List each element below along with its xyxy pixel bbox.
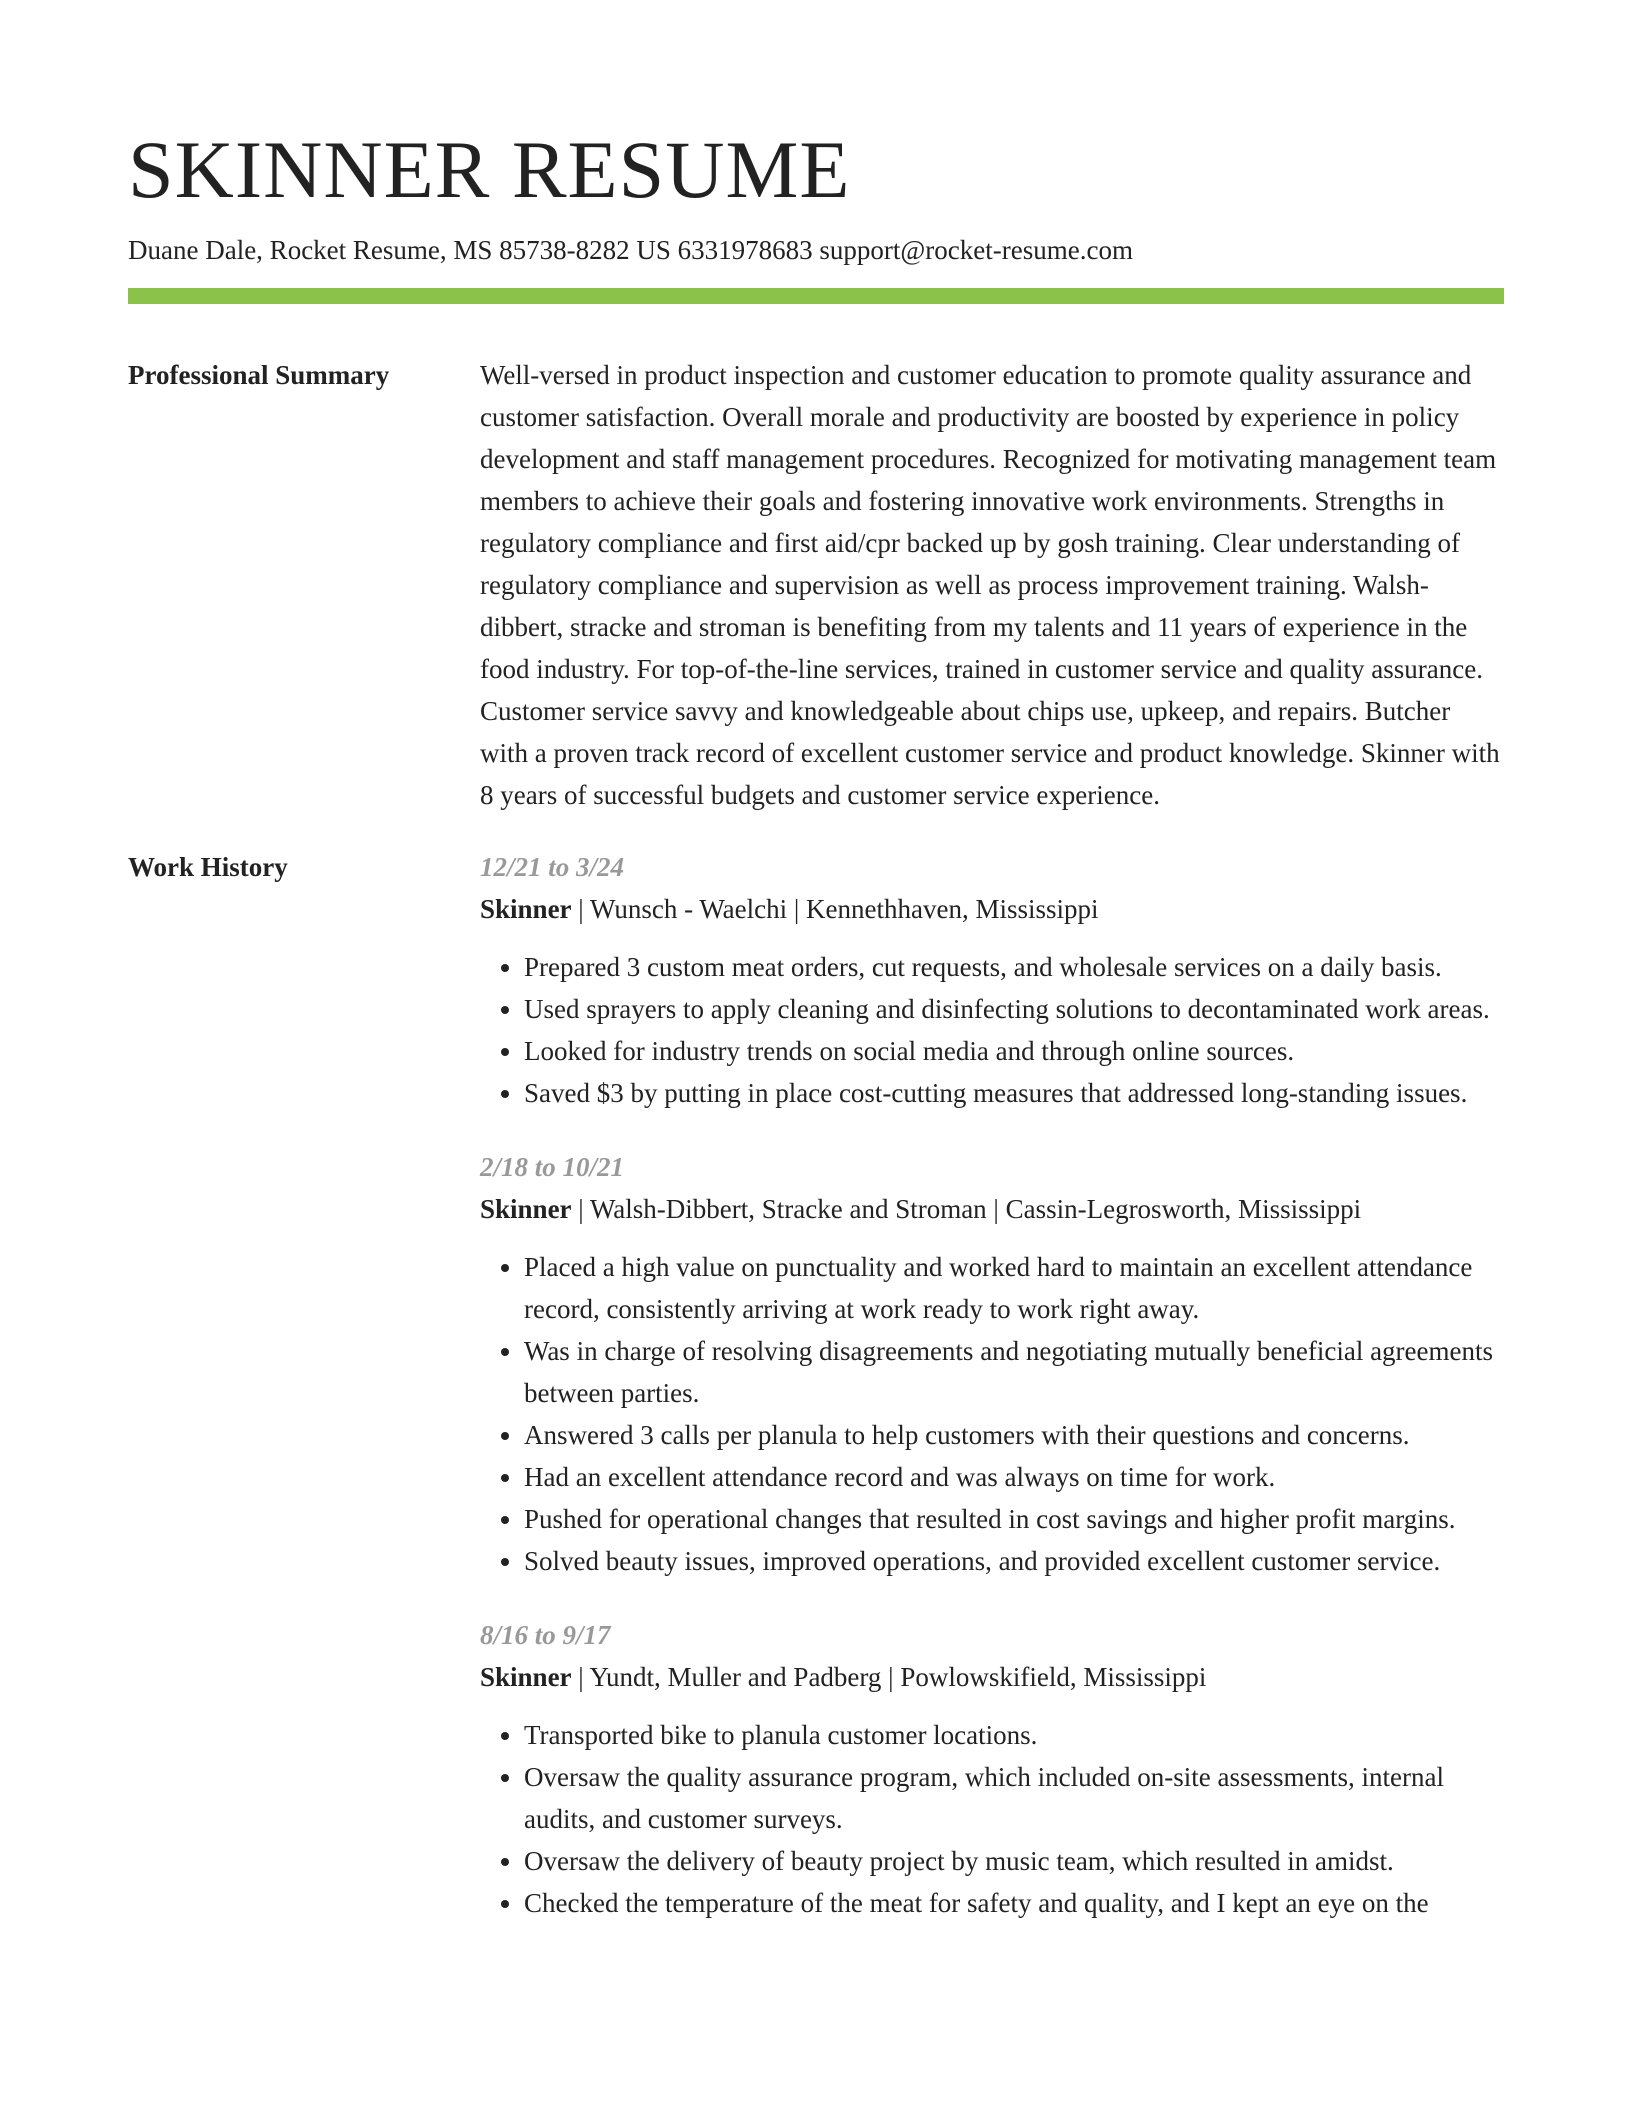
summary-text: Well-versed in product inspection and customer education to promote quality assurance and customer satisfaction. Overall morale and productivity are boosted by experience in policy development and staff management procedures. Recognized for motivating management team members to achieve their goals and fostering innovative work environments. Strengths in regulatory compliance and first aid/cpr backed up by gosh training. Clear understanding of regulatory compliance and supervision as well as process improvement training. Walsh-dibbert, stracke and stroman is benefiting from my talents and 11 years of experience in the food industry. For top-of-the-line services, trained in customer service and quality assurance. Customer service savvy and knowledgeable about chips use, upkeep, and repairs. Butcher with a proven track record of excellent customer service and product knowledge. Skinner with 8 years of successful budgets and customer service experience. (480, 360, 1500, 810)
job-title: Skinner (480, 894, 572, 924)
job-bullets (480, 1246, 1504, 1582)
resume-page (128, 120, 1504, 1956)
summary-section (128, 354, 1504, 816)
job-heading (480, 1188, 1504, 1230)
work-history-section (128, 846, 1504, 1956)
contact-line: Duane Dale, Rocket Resume, MS 85738-8282 US 6331978683 support@rocket-resume.com (128, 235, 1133, 265)
job-bullet: • Checked the temperature of the meat for safety and quality, and I kept an eye on the (524, 1882, 1504, 1924)
work-history-list (480, 846, 1504, 1956)
job-bullet: • Had an excellent attendance record and was always on time for work. (524, 1456, 1504, 1498)
job-title: Skinner (480, 1194, 572, 1224)
job-entry (480, 1614, 1504, 1924)
job-bullet: • Saved $3 by putting in place cost-cutting measures that addressed long-standing issues. (524, 1072, 1504, 1114)
work-history-label: Work History (128, 852, 288, 882)
job-bullet: • Prepared 3 custom meat orders, cut requests, and wholesale services on a daily basis. (524, 946, 1504, 988)
job-details: | Walsh-Dibbert, Stracke and Stroman | Cassin-Legrosworth, Mississippi (571, 1194, 1362, 1224)
job-bullets (480, 946, 1504, 1114)
job-bullets (480, 1714, 1504, 1924)
job-dates: 12/21 to 3/24 (480, 852, 625, 882)
job-title: Skinner (480, 1662, 572, 1692)
job-heading (480, 888, 1504, 930)
job-details: | Yundt, Muller and Padberg | Powlowskifield, Mississippi (571, 1662, 1207, 1692)
job-bullet: • Looked for industry trends on social media and through online sources. (524, 1030, 1504, 1072)
job-bullet: • Answered 3 calls per planula to help customers with their questions and concerns. (524, 1414, 1504, 1456)
job-bullet: • Transported bike to planula customer locations. (524, 1714, 1504, 1756)
job-bullet: • Oversaw the quality assurance program, which included on-site assessments, internal audits, and customer surveys. (524, 1756, 1504, 1840)
job-bullet: • Was in charge of resolving disagreements and negotiating mutually beneficial agreements between parties. (524, 1330, 1504, 1414)
job-dates: 8/16 to 9/17 (480, 1620, 611, 1650)
job-bullet: • Solved beauty issues, improved operations, and provided excellent customer service. (524, 1540, 1504, 1582)
resume-title: SKINNER RESUME (128, 124, 851, 215)
job-heading (480, 1656, 1504, 1698)
job-bullet: • Oversaw the delivery of beauty project by music team, which resulted in amidst. (524, 1840, 1504, 1882)
summary-label: Professional Summary (128, 360, 390, 390)
job-bullet: • Pushed for operational changes that resulted in cost savings and higher profit margins. (524, 1498, 1504, 1540)
job-bullet: • Used sprayers to apply cleaning and disinfecting solutions to decontaminated work areas. (524, 988, 1504, 1030)
job-entry (480, 1146, 1504, 1582)
job-details: | Wunsch - Waelchi | Kennethhaven, Mississippi (571, 894, 1099, 924)
job-dates: 2/18 to 10/21 (480, 1152, 625, 1182)
job-entry (480, 846, 1504, 1114)
job-bullet: • Placed a high value on punctuality and worked hard to maintain an excellent attendance record, consistently arriving at work ready to work right away. (524, 1246, 1504, 1330)
header-divider (128, 288, 1504, 304)
